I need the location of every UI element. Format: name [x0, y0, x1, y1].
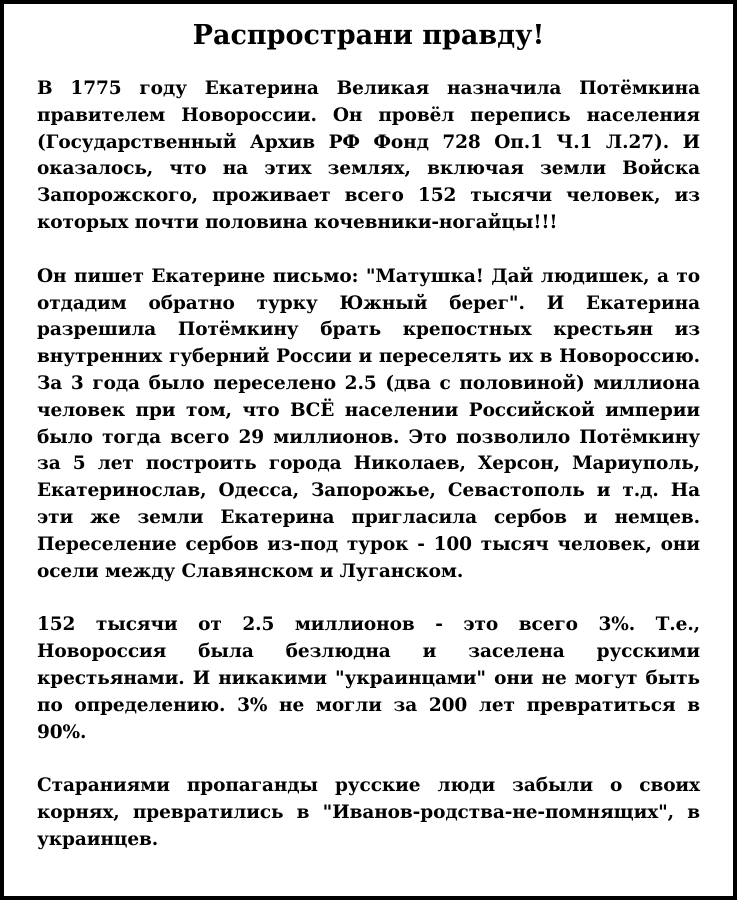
article-body [37, 76, 700, 854]
paragraph-percentages: 152 тысячи от 2.5 миллионов - это всего 3%. Т.е., Новороссия была безлюдна и заселена русскими крестьянами. И никакими "украинцами" они не могут быть по определению. 3% не могли за 200 лет превратиться в 90%. [37, 614, 700, 743]
paragraph-resettlement: Он пишет Екатерине письмо: "Матушка! Дай людишек, а то отдадим обратно турку Южный берег". И Екатерина разрешила Потёмкину брать крепостных крестьян из внутренних губерний России и переселять их в Новороссию. За 3 года было переселено 2.5 (два с половиной) миллиона человек при том, что ВСЁ населении Российской империи было тогда всего 29 миллионов. Это позволило Потёмкину за 5 лет построить города Николаев, Херсон, Мариуполь, Екатеринослав, Одесса, Запорожье, Севастополь и т.д. На эти же земли Екатерина пригласила сербов и немцев. Переселение сербов из-под турок - 100 тысяч человек, они осели между Славянском и Луганском. [37, 265, 700, 582]
paragraph-conclusion: Стараниями пропаганды русские люди забыли о своих корнях, превратились в "Иванов-родства-не-помнящих", в украинцев. [37, 775, 700, 850]
paragraph-catherine-census: В 1775 году Екатерина Великая назначила Потёмкина правителем Новороссии. Он провёл перепись населения (Государственный Архив РФ Фонд 728 Оп.1 Ч.1 Л.27). И оказалось, что на этих землях, включая земли Войска Запорожского, проживает всего 152 тысячи человек, из которых почти половина кочевники-ногайцы!!! [37, 78, 700, 233]
page-title: Распространи правду! [192, 20, 545, 51]
